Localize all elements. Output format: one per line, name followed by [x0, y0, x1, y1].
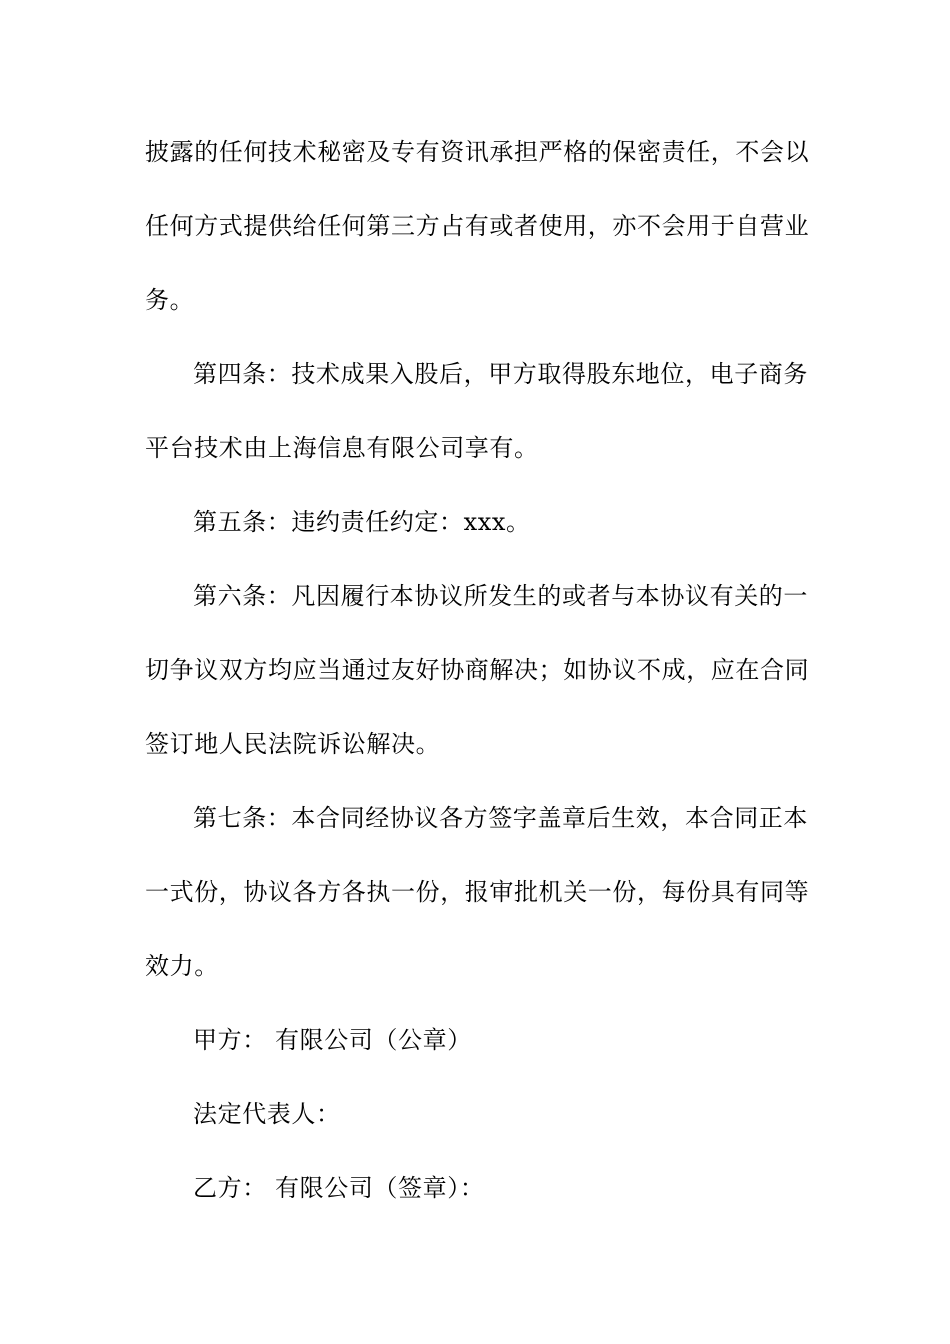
article-seven-line: 效力。 — [145, 952, 219, 980]
article-six-line: 签订地人民法院诉讼解决。 — [145, 730, 441, 758]
legal-representative-line: 法定代表人： — [193, 1100, 341, 1128]
party-a-signature-line: 甲方： 有限公司（公章） — [193, 1026, 472, 1054]
article-seven-line: 一式份，协议各方各执一份，报审批机关一份，每份具有同等 — [145, 878, 810, 906]
paragraph-line: 任何方式提供给任何第三方占有或者使用，亦不会用于自营业 — [145, 212, 810, 240]
article-four-line: 平台技术由上海信息有限公司享有。 — [145, 434, 539, 462]
article-seven-line: 第七条：本合同经协议各方签字盖章后生效，本合同正本 — [193, 804, 808, 832]
article-four-line: 第四条：技术成果入股后，甲方取得股东地位，电子商务 — [193, 360, 808, 388]
paragraph-line: 务。 — [145, 286, 195, 314]
article-five-line: 第五条：违约责任约定：xxx。 — [193, 508, 531, 536]
paragraph-line: 披露的任何技术秘密及专有资讯承担严格的保密责任，不会以 — [145, 138, 810, 166]
article-six-line: 切争议双方均应当通过友好协商解决；如协议不成，应在合同 — [145, 656, 810, 684]
article-six-line: 第六条：凡因履行本协议所发生的或者与本协议有关的一 — [193, 582, 808, 610]
party-b-signature-line: 乙方： 有限公司（签章）： — [193, 1174, 485, 1202]
